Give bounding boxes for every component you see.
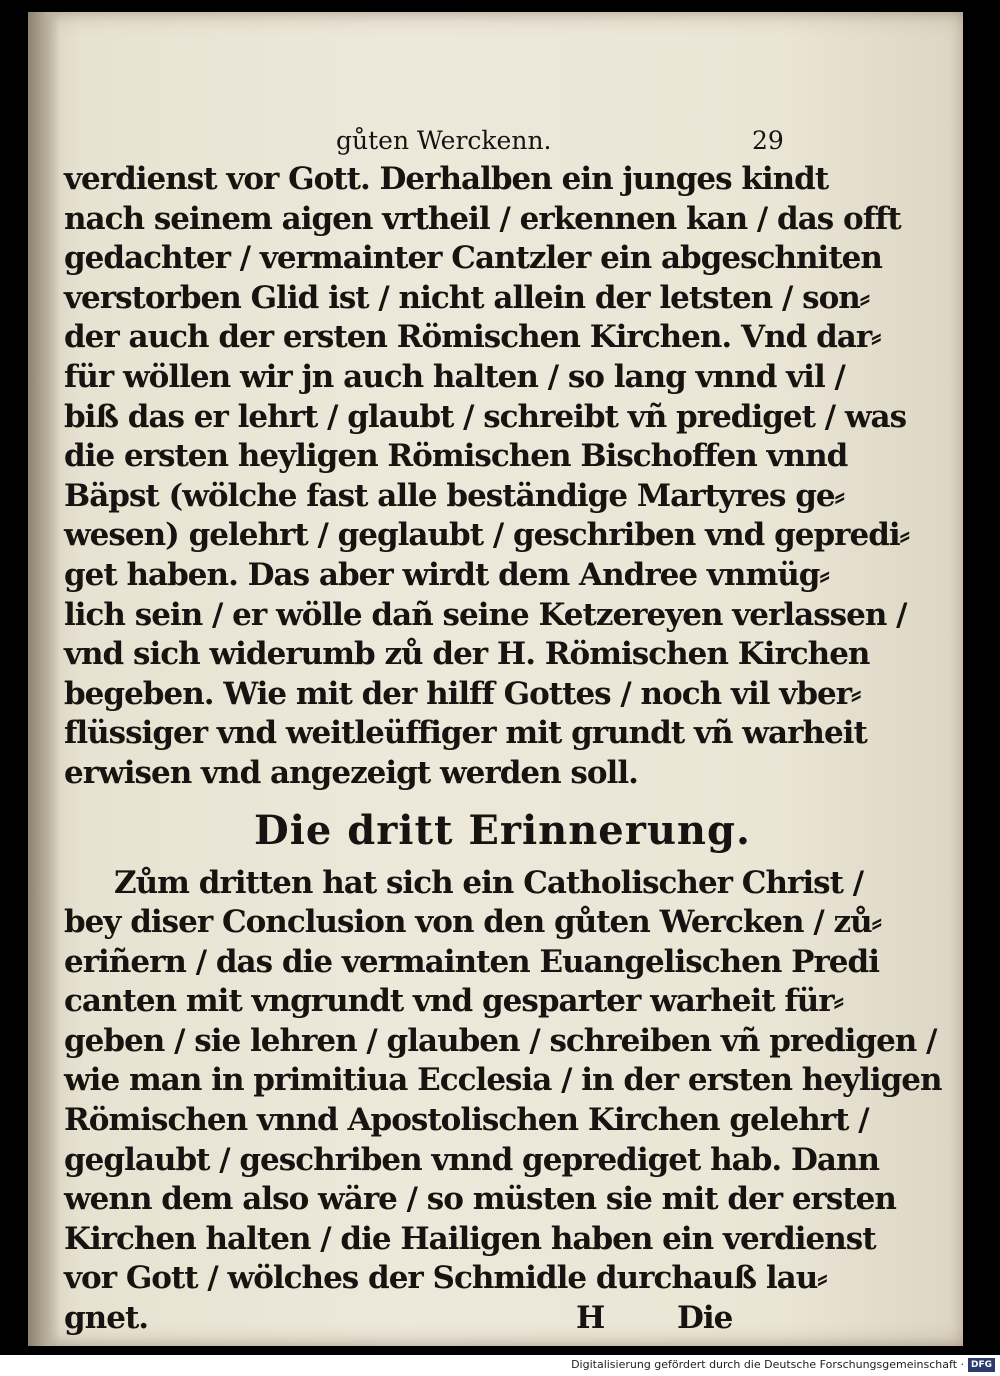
text-line: geben / sie lehren / glauben / schreiben vñ predigen / — [64, 1022, 937, 1059]
body-text-after-heading — [64, 864, 942, 1300]
page-header — [64, 124, 784, 160]
text-line: für wöllen wir jn auch halten / so lang vnnd vil / — [64, 358, 845, 395]
last-line-row — [64, 1299, 784, 1339]
text-line: flüssiger vnd weitleüffiger mit grundt vñ warheit — [64, 715, 867, 752]
text-line: vnd sich widerumb zů der H. Römischen Kirchen — [64, 636, 870, 673]
text-line: begeben. Wie mit der hilff Gottes / noch vil vber⸗ — [64, 675, 861, 712]
text-line: vor Gott / wölches der Schmidle durchauß lau⸗ — [64, 1260, 827, 1297]
text-line: verstorben Glid ist / nicht allein der letsten / son⸗ — [64, 279, 870, 316]
text-line: geglaubt / geschriben vnnd geprediget hab. Dann — [64, 1141, 880, 1178]
text-line: wesen) gelehrt / geglaubt / geschriben vnd gepredi⸗ — [64, 517, 909, 554]
text-line: wenn dem also wäre / so müsten sie mit der ersten — [64, 1181, 896, 1218]
text-line: eriñern / das die vermainten Euangelischen Predi — [64, 943, 879, 980]
text-line: Römischen vnnd Apostolischen Kirchen gelehrt / — [64, 1102, 869, 1139]
text-line: die ersten heyligen Römischen Bischoffen vnnd — [64, 438, 848, 475]
text-line: verdienst vor Gott. Derhalben ein junges kindt — [64, 161, 829, 197]
text-block — [64, 124, 942, 1339]
page-number: 29 — [752, 126, 784, 155]
footer-bar — [0, 1355, 1000, 1376]
text-line: canten mit vngrundt vnd gesparter warheit für⸗ — [64, 983, 843, 1020]
text-line: Kirchen halten / die Hailigen haben ein verdienst — [64, 1220, 876, 1257]
text-line: bey diser Conclusion von den gůten Wercken / zů⸗ — [64, 904, 881, 941]
text-line: gedachter / vermainter Cantzler ein abgeschniten — [64, 240, 882, 277]
text-line: nach seinem aigen vrtheil / erkennen kan / das offt — [64, 200, 901, 237]
body-text-before-heading — [64, 160, 909, 794]
text-line: wie man in primitiua Ecclesia / in der ersten heyligen — [64, 1062, 942, 1099]
text-line: biß das er lehrt / glaubt / schreibt vñ prediget / was — [64, 398, 907, 435]
last-line-start: gnet. — [64, 1300, 149, 1337]
dfg-credit-text: Digitalisierung gefördert durch die Deutsche Forschungsgemeinschaft · — [571, 1358, 964, 1371]
running-head: gůten Werckenn. — [336, 126, 552, 155]
text-line: Zům dritten hat sich ein Catholischer Christ / — [114, 864, 864, 901]
text-line: lich sein / er wölle dañ seine Ketzereyen verlassen / — [64, 596, 907, 633]
signature-mark: H — [576, 1300, 605, 1337]
text-line: Bäpst (wölche fast alle beständige Martyres ge⸗ — [64, 477, 844, 514]
catchword: Die — [677, 1300, 733, 1337]
text-line: der auch der ersten Römischen Kirchen. Vnd dar⸗ — [64, 319, 881, 356]
section-heading: Die dritt Erinnerung. — [254, 806, 751, 854]
text-line: get haben. Das aber wirdt dem Andree vnmüg⸗ — [64, 556, 829, 593]
page-gutter-shadow — [28, 12, 60, 1346]
dfg-logo: DFG — [968, 1358, 995, 1372]
text-line: erwisen vnd angezeigt werden soll. — [64, 754, 638, 791]
book-page — [28, 12, 963, 1346]
